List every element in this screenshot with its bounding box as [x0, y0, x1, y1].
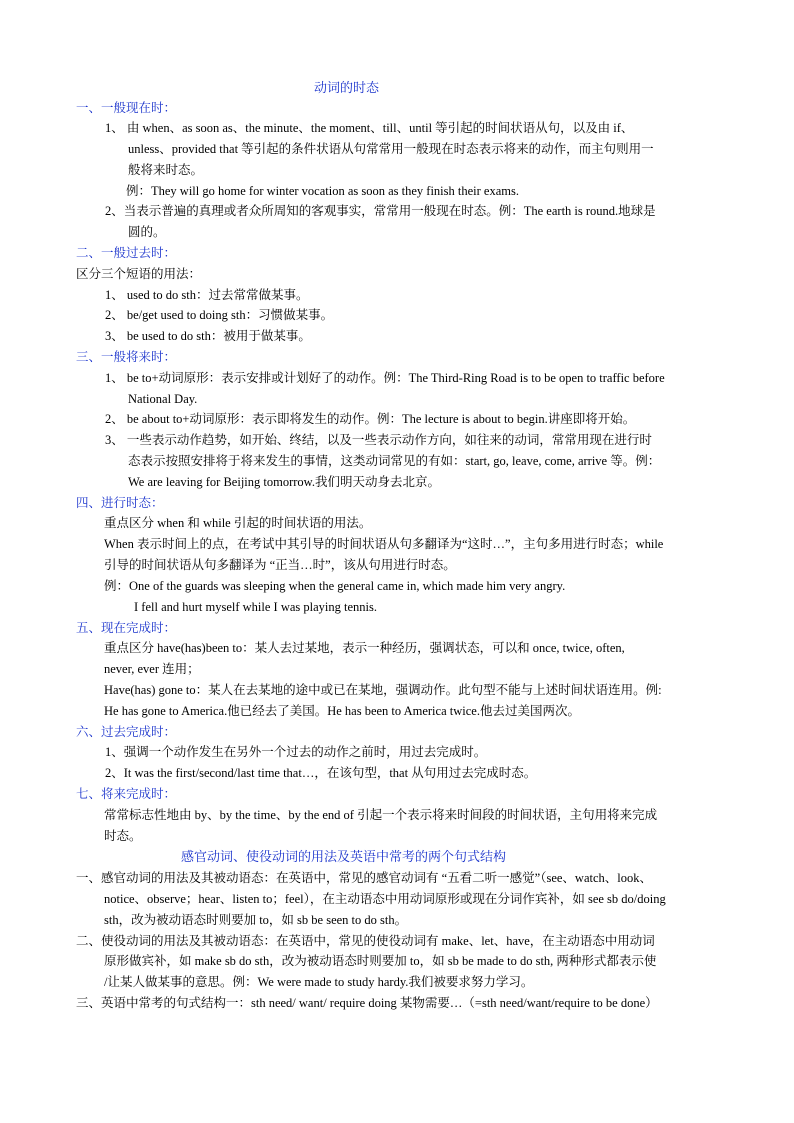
section-heading-simple-future: 三、一般将来时： [76, 350, 177, 364]
text-line: We are leaving for Beijing tomorrow.我们明天动身去北京。 [128, 475, 441, 489]
text-line: notice、observe；hear、listen to；feel），在主动语态中用动词原形或现在分词作宾补，如 see sb do/doing [104, 892, 666, 906]
text-line: 重点区分 have(has)been to：某人去过某地，表示一种经历，强调状态，可以和 once, twice, often, [104, 641, 625, 655]
text-line: 一、感官动词的用法及其被动语态：在英语中，常见的感官动词有 “五看二听一感觉”（see、watch、look、 [76, 871, 653, 885]
text-line: 引导的时间状语从句多翻译为 “正当…时”，该从句用进行时态。 [104, 558, 456, 572]
text-line: sth，改为被动语态时则要加 to，如 sb be seen to do sth。 [104, 913, 408, 927]
list-item: 2、It was the first/second/last time that…，在该句型，that 从句用过去完成时态。 [105, 766, 537, 780]
text-line: He has gone to America.他已经去了美国。He has been to America twice.他去过美国两次。 [104, 704, 580, 718]
text-line: 二、使役动词的用法及其被动语态：在英语中，常见的使役动词有 make、let、have，在主动语态中用动词 [76, 934, 655, 948]
example-line: 例：They will go home for winter vocation as soon as they finish their exams. [126, 184, 519, 198]
section-heading-simple-past: 二、一般过去时： [76, 246, 177, 260]
example-line: 例：One of the guards was sleeping when the general came in, which made him very angry. [104, 579, 566, 593]
text-line: 态表示按照安排将于将来发生的事情，这类动词常见的有如：start, go, leave, come, arrive 等。例： [128, 454, 661, 468]
section-title: 感官动词、使役动词的用法及英语中常考的两个句式结构 [181, 849, 507, 864]
text-line: 区分三个短语的用法： [76, 267, 202, 281]
text-line: 2、当表示普遍的真理或者众所周知的客观事实，常常用一般现在时态。例：The earth is round.地球是 [105, 204, 656, 218]
text-line: never, ever 连用； [104, 662, 200, 676]
list-item: 2、 be about to+动词原形：表示即将发生的动作。例：The lecture is about to begin.讲座即将开始。 [105, 412, 636, 426]
text-line: 重点区分 when 和 while 引起的时间状语的用法。 [104, 516, 372, 530]
section-heading-present-perfect: 五、现在完成时： [76, 621, 177, 635]
text-line: 时态。 [104, 829, 142, 843]
section-heading-simple-present: 一、一般现在时： [76, 101, 177, 115]
section-heading-past-perfect: 六、过去完成时： [76, 725, 177, 739]
example-line: I fell and hurt myself while I was playing tennis. [134, 600, 377, 614]
list-item: 3、 一些表示动作趋势，如开始、终结，以及一些表示动作方向，如往来的动词，常常用现在进行时 [105, 433, 652, 447]
text-line: 圆的。 [128, 225, 166, 239]
section-heading-future-perfect: 七、将来完成时： [76, 787, 177, 801]
list-item: 1、 be to+动词原形：表示安排或计划好了的动作。例：The Third-Ring Road is to be open to traffic before [105, 371, 665, 385]
text-line: 原形做宾补，如 make sb do sth，改为被动语态时则要加 to，如 sb be made to do sth, 两种形式都表示使 [104, 954, 657, 968]
list-item: 3、 be used to do sth：被用于做某事。 [105, 329, 311, 343]
list-item: 1、 used to do sth：过去常常做某事。 [105, 288, 309, 302]
section-heading-progressive: 四、进行时态： [76, 496, 164, 510]
text-line: National Day. [128, 392, 198, 406]
text-line: 1、 由 when、as soon as、the minute、the moment、till、until 等引起的时间状语从句，以及由 if、 [105, 121, 634, 135]
text-line: When 表示时间上的点，在考试中其引导的时间状语从句多翻译为“这时…”，主句多用进行时态；while [104, 537, 664, 551]
text-line: unless、provided that 等引起的条件状语从句常常用一般现在时态表示将来的动作，而主句则用一 [128, 142, 654, 156]
text-line: 般将来时态。 [128, 163, 204, 177]
list-item: 2、 be/get used to doing sth：习惯做某事。 [105, 308, 334, 322]
list-item: 1、强调一个动作发生在另外一个过去的动作之前时，用过去完成时。 [105, 745, 487, 759]
text-line: 三、英语中常考的句式结构一：sth need/ want/ require doing 某物需要…（=sth need/want/require to be done） [76, 996, 658, 1010]
text-line: Have(has) gone to：某人在去某地的途中或已在某地，强调动作。此句型不能与上述时间状语连用。例: [104, 683, 662, 697]
page-title: 动词的时态 [314, 80, 380, 95]
text-line: 常常标志性地由 by、by the time、by the end of 引起一个表示将来时间段的时间状语，主句用将来完成 [104, 808, 658, 822]
text-line: /让某人做某事的意思。例：We were made to study hardy.我们被要求努力学习。 [104, 975, 534, 989]
